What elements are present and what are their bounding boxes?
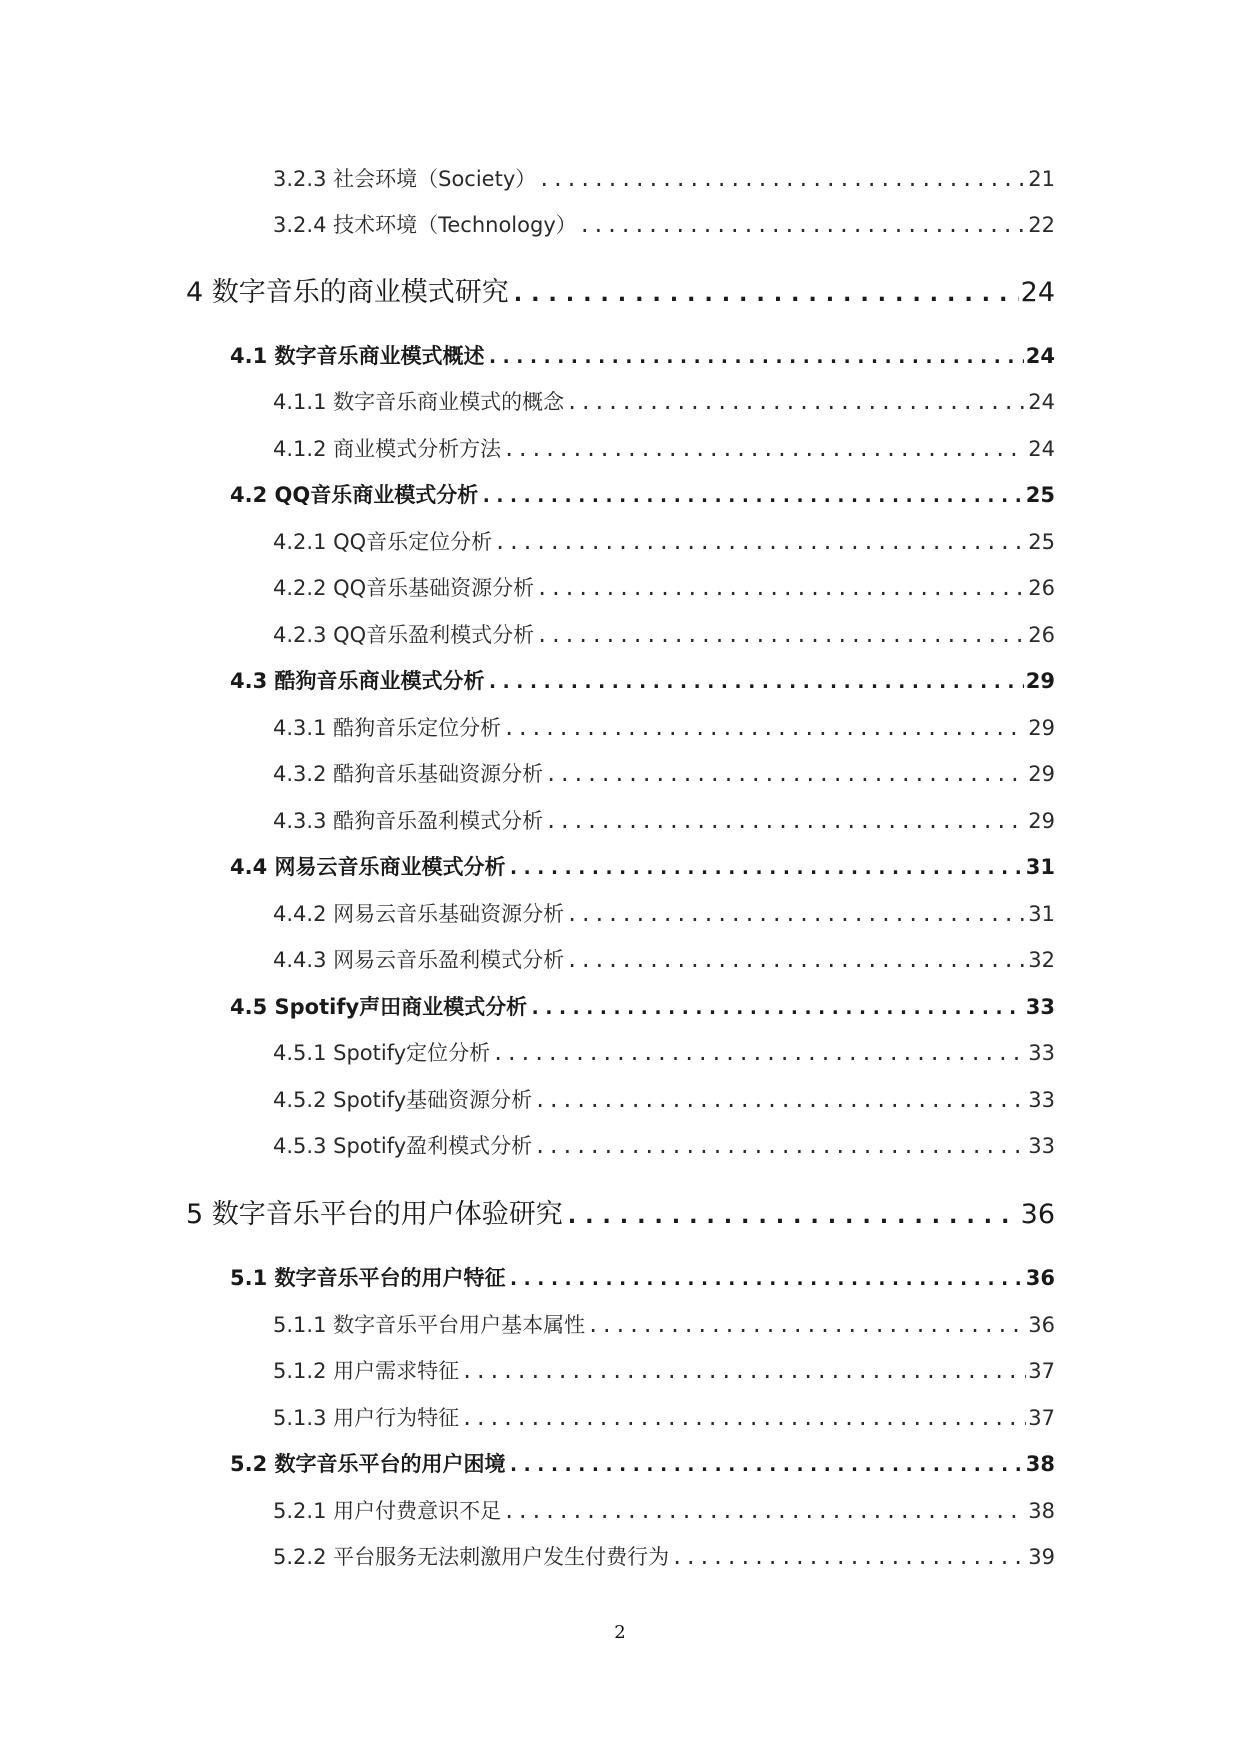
- toc-page-number: 24: [1028, 390, 1055, 414]
- toc-entry-title: 4.3.2 酷狗音乐基础资源分析: [273, 762, 544, 786]
- toc-entry-title: 4.1 数字音乐商业模式概述: [230, 344, 485, 368]
- toc-entry-title: 4.5.3 Spotify盈利模式分析: [273, 1134, 533, 1158]
- toc-page-number: 24: [1025, 344, 1055, 368]
- toc-entry-title: 5.2.1 用户付费意识不足: [273, 1499, 502, 1523]
- toc-page-number: 36: [1020, 1199, 1055, 1230]
- toc-page-number: 36: [1028, 1313, 1055, 1337]
- toc-page-number: 22: [1028, 213, 1055, 237]
- toc-entry-title: 4.4.2 网易云音乐基础资源分析: [273, 902, 565, 926]
- toc-page-number: 24: [1028, 437, 1055, 461]
- toc-entry-title: 5.1.3 用户行为特征: [273, 1406, 460, 1430]
- toc-entry[interactable]: [273, 1541, 1055, 1571]
- toc-page-number: 29: [1028, 716, 1055, 740]
- toc-entry[interactable]: [273, 209, 1055, 239]
- toc-entry-title: 3.2.3 社会环境（Society）: [273, 167, 537, 191]
- dot-leader: [532, 1088, 1026, 1112]
- toc-section-entry[interactable]: [230, 340, 1055, 370]
- toc-entry[interactable]: [273, 619, 1055, 649]
- dot-leader: [577, 213, 1027, 237]
- toc-entry-title: 4.1.2 商业模式分析方法: [273, 437, 502, 461]
- toc-section-entry[interactable]: [230, 1448, 1055, 1478]
- toc-entry-title: 4.2 QQ音乐商业模式分析: [230, 483, 479, 507]
- toc-entry-title: 4.5.2 Spotify基础资源分析: [273, 1088, 533, 1112]
- toc-page-number: 31: [1028, 902, 1055, 926]
- dot-leader: [492, 530, 1026, 554]
- dot-leader: [527, 995, 1024, 1019]
- toc-page-number: 32: [1028, 948, 1055, 972]
- toc-section-entry[interactable]: [230, 1262, 1055, 1292]
- toc-entry[interactable]: [273, 805, 1055, 835]
- toc-entry[interactable]: [273, 1355, 1055, 1385]
- toc-entry[interactable]: [273, 572, 1055, 602]
- toc-entry-title: 4.2.3 QQ音乐盈利模式分析: [273, 623, 535, 647]
- dot-leader: [478, 483, 1024, 507]
- dot-leader: [501, 437, 1026, 461]
- toc-entry[interactable]: [273, 386, 1055, 416]
- dot-leader: [536, 167, 1026, 191]
- toc-page-number: 37: [1028, 1406, 1055, 1430]
- toc-entry-title: 4.4 网易云音乐商业模式分析: [230, 855, 506, 879]
- dot-leader: [506, 855, 1024, 879]
- dot-leader: [564, 390, 1026, 414]
- toc-page-number: 31: [1025, 855, 1055, 879]
- dot-leader: [669, 1545, 1026, 1569]
- dot-leader: [459, 1359, 1026, 1383]
- dot-leader: [564, 902, 1026, 926]
- toc-page-number: 33: [1028, 1041, 1055, 1065]
- dot-leader: [564, 948, 1026, 972]
- dot-leader: [563, 1201, 1019, 1229]
- dot-leader: [506, 1452, 1024, 1476]
- toc-entry-title: 5.1.2 用户需求特征: [273, 1359, 460, 1383]
- toc-page-number: 39: [1028, 1545, 1055, 1569]
- toc-entry-title: 4.2.1 QQ音乐定位分析: [273, 530, 493, 554]
- dot-leader: [506, 1266, 1024, 1290]
- toc-entry[interactable]: [273, 1495, 1055, 1525]
- toc-entry[interactable]: [273, 526, 1055, 556]
- dot-leader: [501, 1499, 1026, 1523]
- toc-section-entry[interactable]: [230, 665, 1055, 695]
- toc-entry-title: 4 数字音乐的商业模式研究: [186, 277, 509, 308]
- toc-chapter-entry[interactable]: [186, 1192, 1055, 1231]
- toc-page-number: 36: [1025, 1266, 1055, 1290]
- toc-chapter-entry[interactable]: [186, 270, 1055, 309]
- toc-page-number: 24: [1020, 277, 1055, 308]
- dot-leader: [485, 669, 1024, 693]
- toc-entry-title: 4.3.1 酷狗音乐定位分析: [273, 716, 502, 740]
- toc-entry-title: 5.1.1 数字音乐平台用户基本属性: [273, 1313, 586, 1337]
- toc-page-number: 29: [1028, 809, 1055, 833]
- dot-leader: [532, 1134, 1026, 1158]
- toc-entry[interactable]: [273, 944, 1055, 974]
- toc-page-number: 33: [1025, 995, 1055, 1019]
- toc-page-number: 38: [1025, 1452, 1055, 1476]
- toc-entry-title: 4.5.1 Spotify定位分析: [273, 1041, 491, 1065]
- dot-leader: [534, 623, 1026, 647]
- toc-page-number: 26: [1028, 576, 1055, 600]
- toc-entry[interactable]: [273, 758, 1055, 788]
- toc-entry-title: 4.3.3 酷狗音乐盈利模式分析: [273, 809, 544, 833]
- toc-page-number: 29: [1028, 762, 1055, 786]
- toc-entry[interactable]: [273, 433, 1055, 463]
- toc-page-number: 29: [1025, 669, 1055, 693]
- toc-entry-title: 5.2.2 平台服务无法刺激用户发生付费行为: [273, 1545, 670, 1569]
- toc-page-number: 21: [1028, 167, 1055, 191]
- toc-entry-title: 4.2.2 QQ音乐基础资源分析: [273, 576, 535, 600]
- toc-section-entry[interactable]: [230, 479, 1055, 509]
- toc-entry-title: 4.5 Spotify声田商业模式分析: [230, 995, 528, 1019]
- toc-entry[interactable]: [273, 898, 1055, 928]
- toc-entry-title: 4.3 酷狗音乐商业模式分析: [230, 669, 485, 693]
- dot-leader: [543, 762, 1026, 786]
- page-number-footer: 2: [614, 1622, 626, 1643]
- toc-page-number: 33: [1028, 1088, 1055, 1112]
- toc-entry[interactable]: [273, 1130, 1055, 1160]
- dot-leader: [485, 344, 1024, 368]
- toc-entry[interactable]: [273, 1402, 1055, 1432]
- toc-section-entry[interactable]: [230, 851, 1055, 881]
- toc-entry-title: 3.2.4 技术环境（Technology）: [273, 213, 577, 237]
- toc-page-number: 38: [1028, 1499, 1055, 1523]
- toc-entry-title: 5.1 数字音乐平台的用户特征: [230, 1266, 506, 1290]
- toc-entry[interactable]: [273, 1037, 1055, 1067]
- toc-page-number: 33: [1028, 1134, 1055, 1158]
- dot-leader: [509, 279, 1019, 307]
- dot-leader: [585, 1313, 1026, 1337]
- toc-entry[interactable]: [273, 1309, 1055, 1339]
- dot-leader: [543, 809, 1026, 833]
- toc-page-number: 37: [1028, 1359, 1055, 1383]
- toc-entry-title: 4.1.1 数字音乐商业模式的概念: [273, 390, 565, 414]
- dot-leader: [501, 716, 1026, 740]
- toc-entry[interactable]: [273, 1084, 1055, 1114]
- toc-entry-title: 5.2 数字音乐平台的用户困境: [230, 1452, 506, 1476]
- toc-section-entry[interactable]: [230, 991, 1055, 1021]
- dot-leader: [534, 576, 1026, 600]
- toc-entry-title: 5 数字音乐平台的用户体验研究: [186, 1199, 563, 1230]
- toc-page-number: 25: [1025, 483, 1055, 507]
- toc-page-number: 25: [1028, 530, 1055, 554]
- toc-entry[interactable]: [273, 712, 1055, 742]
- toc-entry[interactable]: [273, 163, 1055, 193]
- toc-page-number: 26: [1028, 623, 1055, 647]
- dot-leader: [459, 1406, 1026, 1430]
- dot-leader: [490, 1041, 1026, 1065]
- toc-entry-title: 4.4.3 网易云音乐盈利模式分析: [273, 948, 565, 972]
